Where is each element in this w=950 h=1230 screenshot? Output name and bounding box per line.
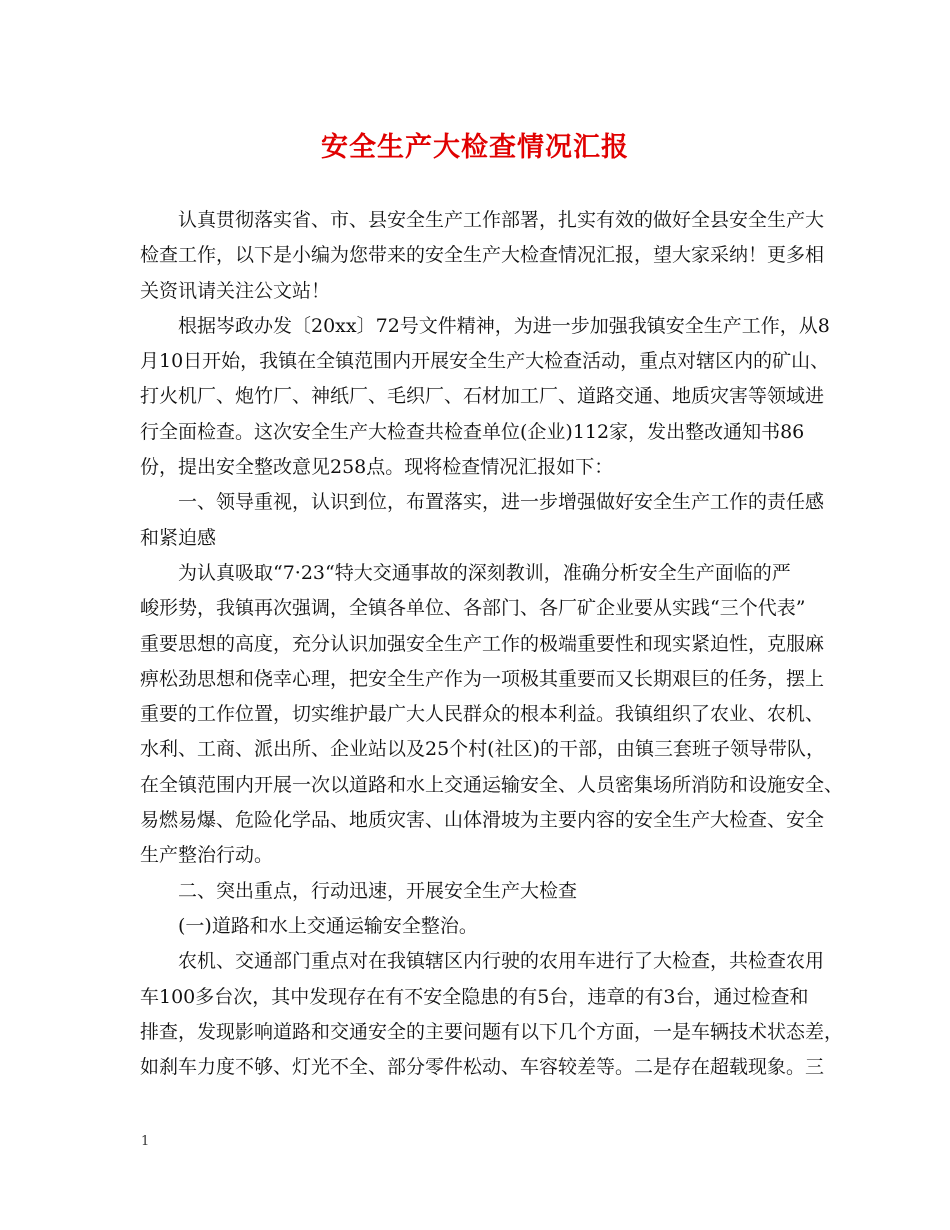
paragraph-line: 重要思想的高度，充分认识加强安全生产工作的极端重要性和现实紧迫性，克服麻 [140, 632, 825, 655]
section-heading-line: 一、领导重视，认识到位，布置落实，进一步增强做好安全生产工作的责任感 [178, 491, 825, 514]
paragraph-line: 如刹车力度不够、灯光不全、部分零件松动、车容较差等。二是存在超载现象。三 [140, 1056, 825, 1079]
paragraph-line: 痹松劲思想和侥幸心理，把安全生产作为一项极其重要而又长期艰巨的任务，摆上 [140, 667, 825, 690]
page-number: 1 [141, 1134, 150, 1149]
paragraph-line: 月10日开始，我镇在全镇范围内开展安全生产大检查活动，重点对辖区内的矿山、 [140, 350, 830, 373]
paragraph-line: 生产整治行动。 [140, 844, 274, 867]
paragraph-line: 排查，发现影响道路和交通安全的主要问题有以下几个方面，一是车辆技术状态差， [140, 1020, 844, 1043]
paragraph-line: 根据岑政办发〔20xx〕72号文件精神，为进一步加强我镇安全生产工作，从8 [178, 314, 830, 337]
paragraph-line: 易燃易爆、危险化学品、地质灾害、山体滑坡为主要内容的安全生产大检查、安全 [140, 809, 825, 832]
paragraph-line: 农机、交通部门重点对在我镇辖区内行驶的农用车进行了大检查，共检查农用 [178, 950, 825, 973]
paragraph-line: 在全镇范围内开展一次以道路和水上交通运输安全、人员密集场所消防和设施安全、 [140, 773, 844, 796]
paragraph-line: 检查工作，以下是小编为您带来的安全生产大检查情况汇报，望大家采纳！更多相 [140, 244, 825, 267]
section-heading-line: 二、突出重点，行动迅速，开展安全生产大检查 [178, 879, 578, 902]
paragraph-line: 水利、工商、派出所、企业站以及25个村(社区)的干部，由镇三套班子领导带队， [140, 738, 826, 761]
paragraph-line: 行全面检查。这次安全生产大检查共检查单位(企业)112家，发出整改通知书86 [140, 420, 805, 443]
subsection-heading-line: (一)道路和水上交通运输安全整治。 [178, 914, 478, 937]
document-title: 安全生产大检查情况汇报 [321, 132, 629, 163]
paragraph-line: 份，提出安全整改意见258点。现将检查情况汇报如下： [140, 456, 614, 479]
paragraph-line: 车100多台次，其中发现存在有不安全隐患的有5台，违章的有3台，通过检查和 [140, 985, 809, 1008]
paragraph-line: 重要的工作位置，切实维护最广大人民群众的根本利益。我镇组织了农业、农机、 [140, 703, 825, 726]
paragraph-line: 为认真吸取“7·23“特大交通事故的深刻教训，准确分析安全生产面临的严 [178, 561, 791, 584]
section-heading-line: 和紧迫感 [140, 526, 217, 549]
document-body [140, 203, 844, 1085]
paragraph-line: 打火机厂、炮竹厂、神纸厂、毛织厂、石材加工厂、道路交通、地质灾害等领域进 [140, 385, 825, 408]
paragraph-line: 认真贯彻落实省、市、县安全生产工作部署，扎实有效的做好全县安全生产大 [178, 209, 825, 231]
paragraph-line: 关资讯请关注公文站！ [140, 279, 331, 302]
paragraph-line: 峻形势，我镇再次强调，全镇各单位、各部门、各厂矿企业要从实践“三个代表” [140, 597, 806, 620]
